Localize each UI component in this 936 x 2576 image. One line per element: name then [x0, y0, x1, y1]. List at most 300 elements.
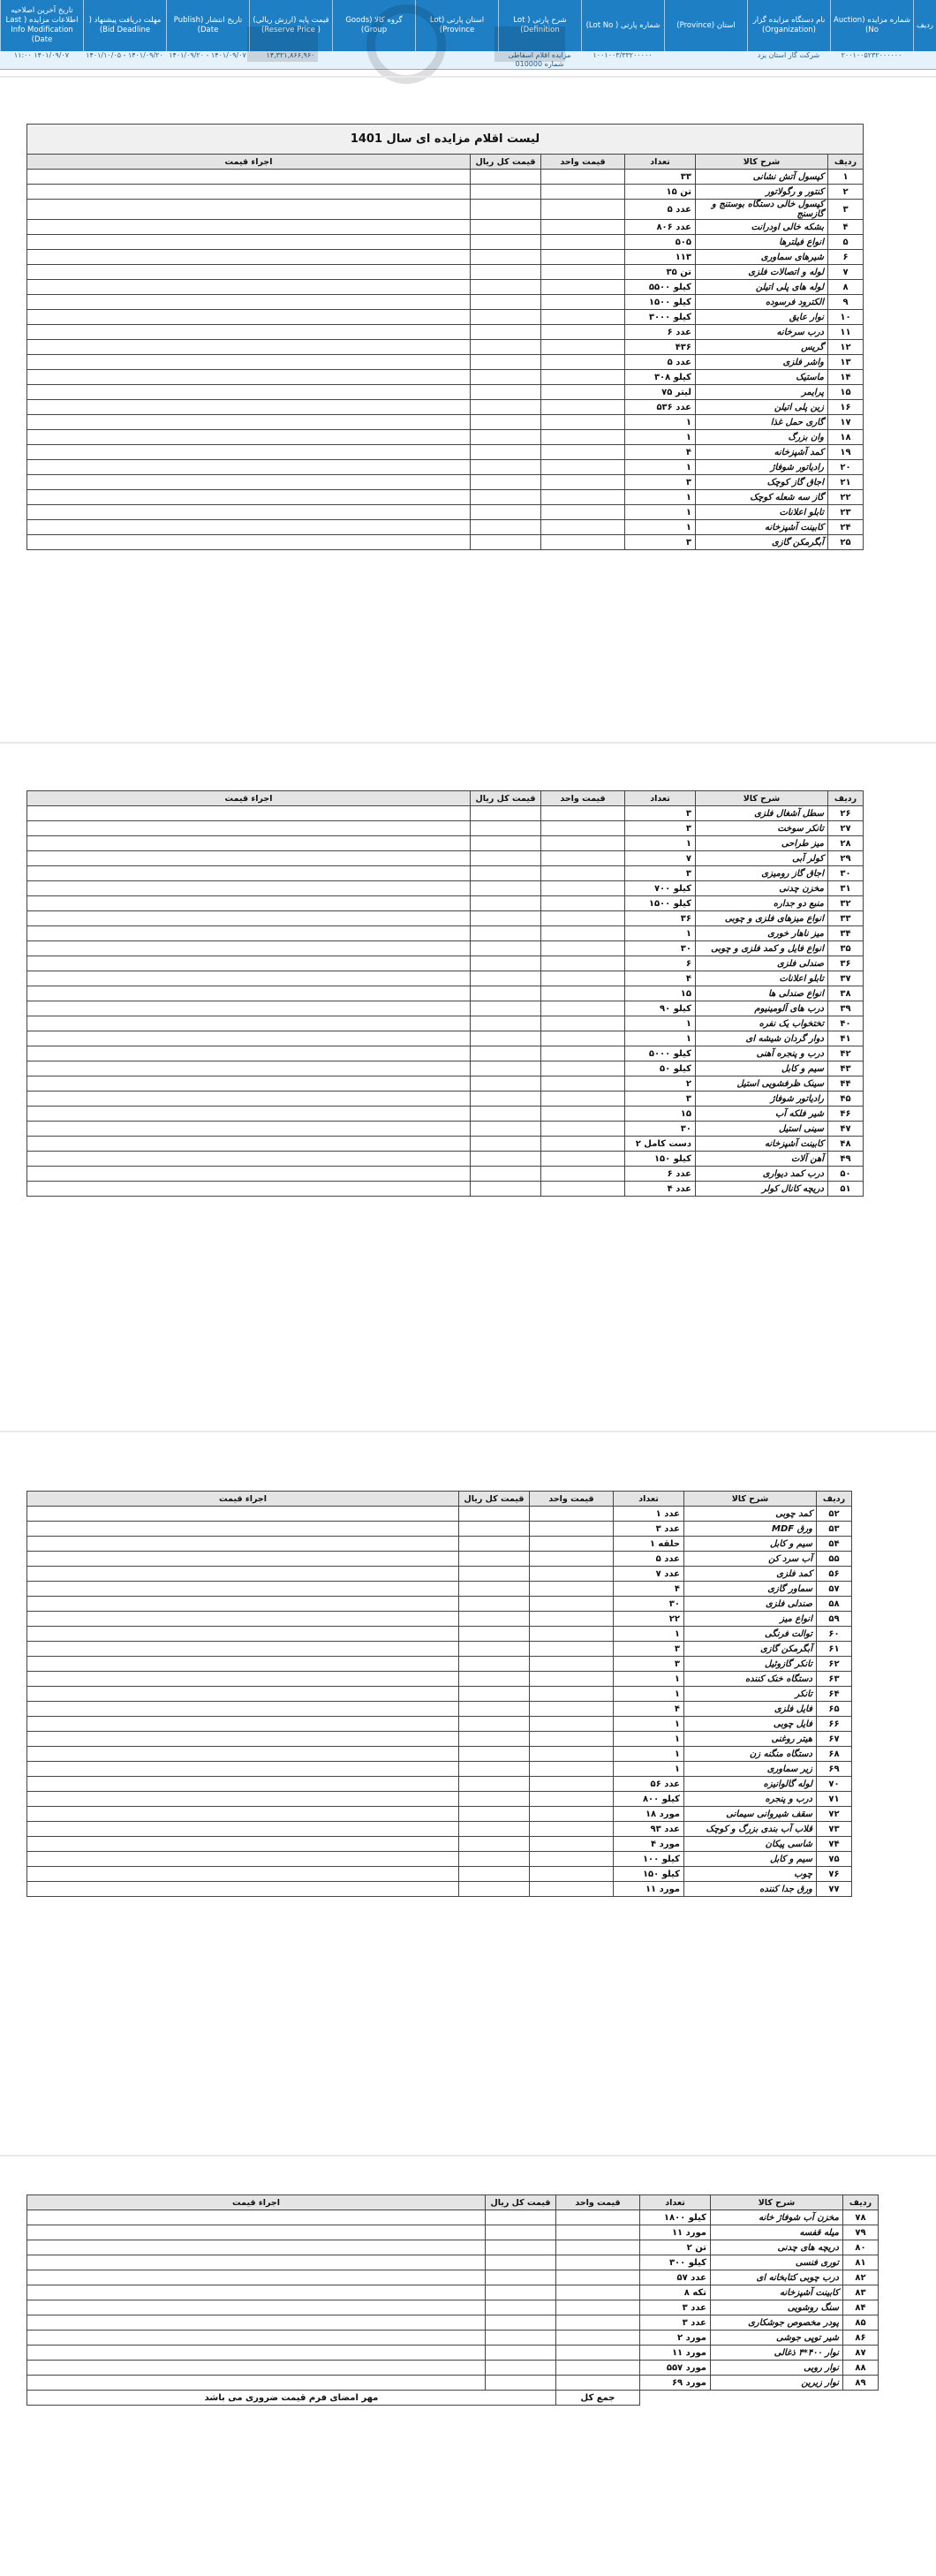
unit-price-cell[interactable]	[541, 1031, 625, 1046]
unit-price-cell[interactable]	[541, 505, 625, 520]
unit-price-cell[interactable]	[541, 1076, 625, 1092]
price-execution-cell[interactable]	[27, 1061, 471, 1076]
unit-price-cell[interactable]	[530, 1822, 614, 1837]
total-price-cell[interactable]	[471, 220, 541, 235]
price-execution-cell[interactable]	[27, 1107, 471, 1122]
price-execution-cell[interactable]	[27, 535, 471, 550]
row-number: ۲۸	[828, 836, 864, 851]
column-header: قیمت واحد	[541, 155, 625, 170]
price-execution-cell[interactable]	[27, 1657, 459, 1672]
price-execution-cell[interactable]	[27, 520, 471, 535]
row-number: ۳۵	[828, 941, 864, 956]
total-price-cell[interactable]	[471, 1016, 541, 1031]
unit-price-cell[interactable]	[541, 986, 625, 1001]
row-number: ۲۴	[828, 520, 864, 535]
total-price-cell[interactable]	[486, 2300, 556, 2315]
column-header: شرح کالا	[711, 2195, 843, 2210]
unit-price-cell[interactable]	[541, 310, 625, 325]
unit-price-cell[interactable]	[541, 1152, 625, 1167]
total-price-cell[interactable]	[471, 836, 541, 851]
price-execution-cell[interactable]	[27, 1792, 459, 1807]
total-price-cell[interactable]	[471, 235, 541, 250]
total-price-cell[interactable]	[471, 1137, 541, 1152]
unit-price-cell[interactable]	[541, 235, 625, 250]
total-price-cell[interactable]	[486, 2240, 556, 2255]
total-price-cell[interactable]	[471, 170, 541, 185]
price-execution-cell[interactable]	[27, 185, 471, 200]
price-execution-cell[interactable]	[27, 1582, 459, 1597]
total-price-cell[interactable]	[471, 971, 541, 986]
price-execution-cell[interactable]	[27, 1642, 459, 1657]
price-execution-cell[interactable]	[27, 2210, 486, 2225]
total-price-cell[interactable]	[471, 1167, 541, 1182]
price-execution-cell[interactable]	[27, 1777, 459, 1792]
total-price-cell[interactable]	[471, 1001, 541, 1016]
unit-price-cell[interactable]	[541, 445, 625, 460]
unit-price-cell[interactable]	[541, 430, 625, 445]
total-price-cell[interactable]	[471, 475, 541, 490]
price-execution-cell[interactable]	[27, 1822, 459, 1837]
unit-price-cell[interactable]	[530, 1702, 614, 1717]
unit-price-cell[interactable]	[541, 851, 625, 866]
total-price-cell[interactable]	[471, 295, 541, 310]
price-execution-cell[interactable]	[27, 986, 471, 1001]
unit-price-cell[interactable]	[530, 1642, 614, 1657]
unit-price-cell[interactable]	[556, 2315, 640, 2330]
price-execution-cell[interactable]	[27, 490, 471, 505]
total-price-cell[interactable]	[471, 866, 541, 881]
price-execution-cell[interactable]	[27, 1182, 471, 1197]
total-price-cell[interactable]	[459, 1792, 530, 1807]
total-price-cell[interactable]	[471, 415, 541, 430]
price-execution-cell[interactable]	[27, 1522, 459, 1537]
unit-price-cell[interactable]	[541, 475, 625, 490]
total-price-cell[interactable]	[471, 1152, 541, 1167]
total-price-cell[interactable]	[459, 1807, 530, 1822]
total-price-cell[interactable]	[471, 956, 541, 971]
item-description: درب و پنجره	[684, 1792, 817, 1807]
total-price-cell[interactable]	[471, 851, 541, 866]
price-execution-cell[interactable]	[27, 821, 471, 836]
unit-price-cell[interactable]	[541, 295, 625, 310]
total-price-cell[interactable]	[459, 1882, 530, 1897]
price-execution-cell[interactable]	[27, 1076, 471, 1092]
unit-price-cell[interactable]	[541, 1092, 625, 1107]
total-price-cell[interactable]	[459, 1717, 530, 1732]
unit-price-cell[interactable]	[541, 185, 625, 200]
total-price-cell[interactable]	[486, 2225, 556, 2240]
price-execution-cell[interactable]	[27, 1612, 459, 1627]
unit-price-cell[interactable]	[541, 265, 625, 280]
total-price-cell[interactable]	[459, 1537, 530, 1552]
total-price-cell[interactable]	[471, 310, 541, 325]
unit-price-cell[interactable]	[541, 1046, 625, 1061]
unit-price-cell[interactable]	[530, 1612, 614, 1627]
table-row	[27, 295, 864, 310]
unit-price-cell[interactable]	[556, 2285, 640, 2300]
item-quantity: تن ۲	[640, 2240, 711, 2255]
item-quantity: عدد ۶	[625, 325, 696, 340]
unit-price-cell[interactable]	[530, 1747, 614, 1762]
total-price-cell[interactable]	[459, 1552, 530, 1567]
price-execution-cell[interactable]	[27, 2361, 486, 2376]
total-price-cell[interactable]	[459, 1687, 530, 1702]
price-execution-cell[interactable]	[27, 1597, 459, 1612]
total-price-cell[interactable]	[471, 1061, 541, 1076]
unit-price-cell[interactable]	[530, 1522, 614, 1537]
total-price-cell[interactable]	[459, 1777, 530, 1792]
price-execution-cell[interactable]	[27, 806, 471, 821]
unit-price-cell[interactable]	[541, 200, 625, 220]
unit-price-cell[interactable]	[556, 2240, 640, 2255]
price-execution-cell[interactable]	[27, 370, 471, 385]
unit-price-cell[interactable]	[530, 1732, 614, 1747]
unit-price-cell[interactable]	[530, 1552, 614, 1567]
price-execution-cell[interactable]	[27, 200, 471, 220]
price-execution-cell[interactable]	[27, 896, 471, 911]
unit-price-cell[interactable]	[556, 2255, 640, 2270]
unit-price-cell[interactable]	[541, 1061, 625, 1076]
price-execution-cell[interactable]	[27, 1837, 459, 1852]
unit-price-cell[interactable]	[541, 415, 625, 430]
unit-price-cell[interactable]	[530, 1597, 614, 1612]
total-price-cell[interactable]	[471, 881, 541, 896]
price-execution-cell[interactable]	[27, 235, 471, 250]
column-header: ردیف	[828, 155, 864, 170]
price-execution-cell[interactable]	[27, 971, 471, 986]
price-execution-cell[interactable]	[27, 1627, 459, 1642]
unit-price-cell[interactable]	[541, 250, 625, 265]
price-execution-cell[interactable]	[27, 1552, 459, 1567]
total-price-cell[interactable]	[471, 250, 541, 265]
unit-price-cell[interactable]	[530, 1717, 614, 1732]
row-number: ۷۱	[817, 1792, 852, 1807]
unit-price-cell[interactable]	[530, 1792, 614, 1807]
price-execution-cell[interactable]	[27, 220, 471, 235]
total-price-cell[interactable]	[459, 1597, 530, 1612]
total-price-cell[interactable]	[486, 2361, 556, 2376]
unit-price-cell[interactable]	[530, 1672, 614, 1687]
total-price-cell[interactable]	[471, 185, 541, 200]
total-price-cell[interactable]	[459, 1867, 530, 1882]
total-price-cell[interactable]	[459, 1657, 530, 1672]
price-execution-cell[interactable]	[27, 1537, 459, 1552]
price-execution-cell[interactable]	[27, 1717, 459, 1732]
price-execution-cell[interactable]	[27, 941, 471, 956]
price-execution-cell[interactable]	[27, 1152, 471, 1167]
unit-price-cell[interactable]	[530, 1537, 614, 1552]
unit-price-cell[interactable]	[530, 1837, 614, 1852]
column-header: تعداد	[625, 155, 696, 170]
header-column-value[interactable]: شرکت گاز استان یزد	[757, 51, 820, 59]
total-price-cell[interactable]	[486, 2270, 556, 2285]
price-execution-cell[interactable]	[27, 505, 471, 520]
unit-price-cell[interactable]	[530, 1852, 614, 1867]
unit-price-cell[interactable]	[541, 881, 625, 896]
table-row	[27, 235, 864, 250]
unit-price-cell[interactable]	[556, 2270, 640, 2285]
price-execution-cell[interactable]	[27, 1137, 471, 1152]
price-execution-cell[interactable]	[27, 1567, 459, 1582]
unit-price-cell[interactable]	[541, 821, 625, 836]
total-price-cell[interactable]	[471, 200, 541, 220]
total-price-cell[interactable]	[471, 1122, 541, 1137]
unit-price-cell[interactable]	[541, 1167, 625, 1182]
row-number: ۳۴	[828, 926, 864, 941]
total-price-cell[interactable]	[486, 2210, 556, 2225]
price-execution-cell[interactable]	[27, 851, 471, 866]
total-price-cell[interactable]	[471, 806, 541, 821]
total-price-cell[interactable]	[471, 926, 541, 941]
total-price-cell[interactable]	[486, 2330, 556, 2346]
unit-price-cell[interactable]	[530, 1867, 614, 1882]
unit-price-cell[interactable]	[541, 941, 625, 956]
total-price-cell[interactable]	[471, 1092, 541, 1107]
row-number: ۸۶	[843, 2330, 879, 2346]
price-execution-cell[interactable]	[27, 2270, 486, 2285]
price-execution-cell[interactable]	[27, 460, 471, 475]
price-execution-cell[interactable]	[27, 2315, 486, 2330]
unit-price-cell[interactable]	[541, 1016, 625, 1031]
unit-price-cell[interactable]	[556, 2210, 640, 2225]
unit-price-cell[interactable]	[541, 971, 625, 986]
unit-price-cell[interactable]	[541, 370, 625, 385]
unit-price-cell[interactable]	[541, 280, 625, 295]
price-execution-cell[interactable]	[27, 170, 471, 185]
price-execution-cell[interactable]	[27, 2300, 486, 2315]
total-price-cell[interactable]	[486, 2376, 556, 2391]
total-price-cell[interactable]	[459, 1612, 530, 1627]
unit-price-cell[interactable]	[541, 911, 625, 926]
total-price-cell[interactable]	[471, 911, 541, 926]
item-description: شاسی پیکان	[684, 1837, 817, 1852]
row-number: ۵۲	[817, 1507, 852, 1522]
total-price-cell[interactable]	[471, 986, 541, 1001]
row-number: ۶۵	[817, 1702, 852, 1717]
total-price-cell[interactable]	[459, 1852, 530, 1867]
total-price-cell[interactable]	[471, 400, 541, 415]
unit-price-cell[interactable]	[541, 325, 625, 340]
price-execution-cell[interactable]	[27, 265, 471, 280]
price-execution-cell[interactable]	[27, 1122, 471, 1137]
price-execution-cell[interactable]	[27, 1672, 459, 1687]
item-description: تانکر گازوئیل	[684, 1657, 817, 1672]
unit-price-cell[interactable]	[556, 2300, 640, 2315]
price-execution-cell[interactable]	[27, 295, 471, 310]
unit-price-cell[interactable]	[541, 490, 625, 505]
total-price-cell[interactable]	[459, 1522, 530, 1537]
price-execution-cell[interactable]	[27, 911, 471, 926]
unit-price-cell[interactable]	[541, 926, 625, 941]
price-execution-cell[interactable]	[27, 340, 471, 355]
price-execution-cell[interactable]	[27, 415, 471, 430]
unit-price-cell[interactable]	[530, 1657, 614, 1672]
total-price-cell[interactable]	[471, 1107, 541, 1122]
unit-price-cell[interactable]	[541, 520, 625, 535]
price-execution-cell[interactable]	[27, 1031, 471, 1046]
price-execution-cell[interactable]	[27, 1867, 459, 1882]
total-price-cell[interactable]	[459, 1822, 530, 1837]
unit-price-cell[interactable]	[541, 460, 625, 475]
total-price-cell[interactable]	[486, 2315, 556, 2330]
item-description: گریس	[696, 340, 828, 355]
price-execution-cell[interactable]	[27, 325, 471, 340]
total-price-cell[interactable]	[471, 1182, 541, 1197]
price-execution-cell[interactable]	[27, 1092, 471, 1107]
total-price-cell[interactable]	[459, 1762, 530, 1777]
unit-price-cell[interactable]	[541, 340, 625, 355]
item-quantity: ۳	[625, 866, 696, 881]
total-price-cell[interactable]	[471, 1046, 541, 1061]
item-quantity: ۱	[614, 1717, 684, 1732]
price-execution-cell[interactable]	[27, 1852, 459, 1867]
unit-price-cell[interactable]	[530, 1507, 614, 1522]
total-price-cell[interactable]	[471, 280, 541, 295]
price-execution-cell[interactable]	[27, 280, 471, 295]
total-price-cell[interactable]	[459, 1567, 530, 1582]
price-execution-cell[interactable]	[27, 1732, 459, 1747]
price-execution-cell[interactable]	[27, 2255, 486, 2270]
price-execution-cell[interactable]	[27, 1507, 459, 1522]
price-execution-cell[interactable]	[27, 866, 471, 881]
price-execution-cell[interactable]	[27, 836, 471, 851]
unit-price-cell[interactable]	[541, 956, 625, 971]
total-price-cell[interactable]	[471, 265, 541, 280]
unit-price-cell[interactable]	[530, 1882, 614, 1897]
total-price-cell[interactable]	[471, 445, 541, 460]
price-execution-cell[interactable]	[27, 1687, 459, 1702]
unit-price-cell[interactable]	[530, 1687, 614, 1702]
price-execution-cell[interactable]	[27, 1046, 471, 1061]
unit-price-cell[interactable]	[541, 1122, 625, 1137]
unit-price-cell[interactable]	[541, 806, 625, 821]
total-price-cell[interactable]	[471, 821, 541, 836]
table-row	[27, 1552, 852, 1567]
price-execution-cell[interactable]	[27, 2285, 486, 2300]
unit-price-cell[interactable]	[530, 1627, 614, 1642]
total-price-cell[interactable]	[471, 355, 541, 370]
unit-price-cell[interactable]	[541, 836, 625, 851]
total-price-cell[interactable]	[459, 1507, 530, 1522]
unit-price-cell[interactable]	[541, 1137, 625, 1152]
price-execution-cell[interactable]	[27, 1001, 471, 1016]
unit-price-cell[interactable]	[530, 1582, 614, 1597]
total-price-cell[interactable]	[471, 340, 541, 355]
price-execution-cell[interactable]	[27, 926, 471, 941]
unit-price-cell[interactable]	[541, 866, 625, 881]
total-price-cell[interactable]	[486, 2346, 556, 2361]
price-execution-cell[interactable]	[27, 2225, 486, 2240]
item-description: سینی استیل	[696, 1122, 828, 1137]
price-execution-cell[interactable]	[27, 310, 471, 325]
unit-price-cell[interactable]	[541, 400, 625, 415]
total-price-cell[interactable]	[471, 385, 541, 400]
unit-price-cell[interactable]	[541, 896, 625, 911]
unit-price-cell[interactable]	[541, 1107, 625, 1122]
price-execution-cell[interactable]	[27, 2240, 486, 2255]
total-price-cell[interactable]	[471, 460, 541, 475]
total-price-cell[interactable]	[471, 1031, 541, 1046]
unit-price-cell[interactable]	[530, 1777, 614, 1792]
total-price-cell[interactable]	[459, 1702, 530, 1717]
item-description: گاری حمل غذا	[696, 415, 828, 430]
price-execution-cell[interactable]	[27, 355, 471, 370]
price-execution-cell[interactable]	[27, 2376, 486, 2391]
total-price-cell[interactable]	[459, 1732, 530, 1747]
price-execution-cell[interactable]	[27, 1167, 471, 1182]
price-execution-cell[interactable]	[27, 400, 471, 415]
price-execution-cell[interactable]	[27, 1882, 459, 1897]
price-execution-cell[interactable]	[27, 2346, 486, 2361]
unit-price-cell[interactable]	[556, 2376, 640, 2391]
total-price-cell[interactable]	[471, 896, 541, 911]
unit-price-cell[interactable]	[541, 170, 625, 185]
total-price-cell[interactable]	[471, 535, 541, 550]
total-price-cell[interactable]	[459, 1627, 530, 1642]
unit-price-cell[interactable]	[556, 2225, 640, 2240]
price-execution-cell[interactable]	[27, 385, 471, 400]
header-column-value[interactable]: ۲۰۰۱۰۰۵۲۳۲۰۰۰۰۰۰	[841, 51, 902, 59]
price-execution-cell[interactable]	[27, 445, 471, 460]
total-price-cell[interactable]	[471, 505, 541, 520]
price-execution-cell[interactable]	[27, 1807, 459, 1822]
price-execution-cell[interactable]	[27, 881, 471, 896]
price-execution-cell[interactable]	[27, 430, 471, 445]
price-execution-cell[interactable]	[27, 2330, 486, 2346]
total-price-cell[interactable]	[459, 1672, 530, 1687]
unit-price-cell[interactable]	[530, 1567, 614, 1582]
item-description: کمد آشپزخانه	[696, 445, 828, 460]
total-label: جمع کل	[556, 2391, 640, 2406]
total-price-cell[interactable]	[471, 941, 541, 956]
price-execution-cell[interactable]	[27, 956, 471, 971]
total-price-cell[interactable]	[471, 325, 541, 340]
total-price-cell[interactable]	[486, 2255, 556, 2270]
price-execution-cell[interactable]	[27, 1762, 459, 1777]
unit-price-cell[interactable]	[541, 1001, 625, 1016]
price-execution-cell[interactable]	[27, 1016, 471, 1031]
price-execution-cell[interactable]	[27, 250, 471, 265]
table-row	[27, 220, 864, 235]
price-execution-cell[interactable]	[27, 1747, 459, 1762]
unit-price-cell[interactable]	[556, 2330, 640, 2346]
row-number: ۸۵	[843, 2315, 879, 2330]
item-description: سینک ظرفشویی استیل	[696, 1076, 828, 1092]
total-price-cell[interactable]	[486, 2285, 556, 2300]
unit-price-cell[interactable]	[541, 355, 625, 370]
unit-price-cell[interactable]	[556, 2346, 640, 2361]
unit-price-cell[interactable]	[556, 2361, 640, 2376]
table-row	[27, 340, 864, 355]
total-price-cell[interactable]	[471, 370, 541, 385]
unit-price-cell[interactable]	[541, 220, 625, 235]
unit-price-cell[interactable]	[541, 535, 625, 550]
total-price-cell[interactable]	[459, 1837, 530, 1852]
unit-price-cell[interactable]	[530, 1807, 614, 1822]
unit-price-cell[interactable]	[530, 1762, 614, 1777]
total-price-cell[interactable]	[471, 490, 541, 505]
price-execution-cell[interactable]	[27, 475, 471, 490]
total-price-cell[interactable]	[471, 520, 541, 535]
total-price-cell[interactable]	[459, 1747, 530, 1762]
price-execution-cell[interactable]	[27, 1702, 459, 1717]
total-price-cell[interactable]	[459, 1582, 530, 1597]
unit-price-cell[interactable]	[541, 1182, 625, 1197]
total-price-cell[interactable]	[471, 1076, 541, 1092]
unit-price-cell[interactable]	[541, 385, 625, 400]
total-price-cell[interactable]	[459, 1642, 530, 1657]
total-price-cell[interactable]	[471, 430, 541, 445]
